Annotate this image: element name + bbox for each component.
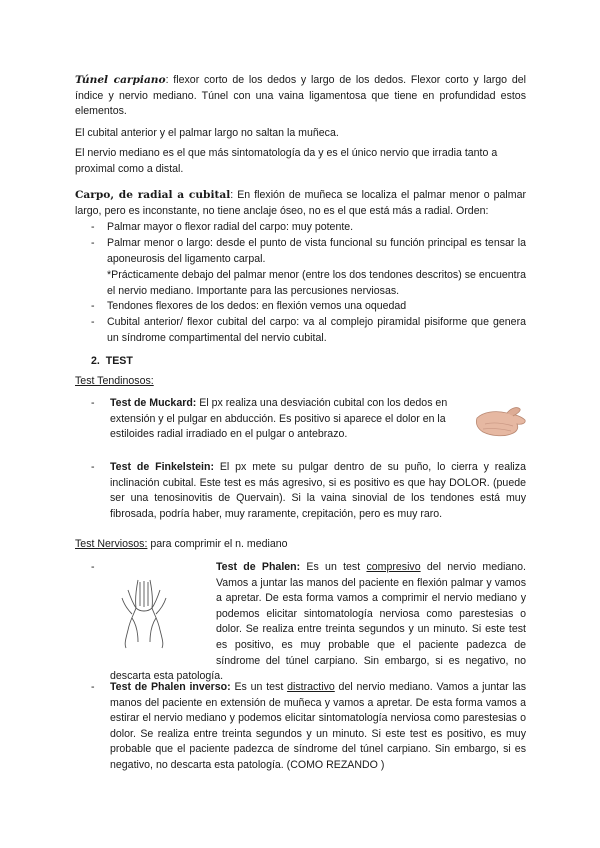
finkelstein-paragraph (110, 460, 526, 522)
list-item-text: Cubital anterior/ flexor cubital del carpo: va al complejo piramidal pisiforme que genera un síndrome compartimental del nervio cubital. (107, 316, 526, 344)
list-item-note-text: *Prácticamente debajo del palmar menor (entre los dos tendones descritos) se encuentra el nervio mediano. Importante para las percusiones nerviosas. (107, 269, 526, 297)
list-item (91, 220, 526, 236)
hand-test-image (473, 400, 527, 444)
bullet-dash: - (91, 461, 95, 473)
muckard-paragraph (110, 396, 468, 443)
finkelstein-text: El px mete su pulgar dentro de su puño, lo cierra y realiza inclinación cubital. Este test es más agresivo, si es positivo es que hay DOLOR. (puede ser una tenosinovitis de Quervain). Si la vaina sinovial de los tendones está muy fibrosada, podría haber, muy raramente, crepitación, pero es muy raro. (110, 461, 526, 520)
section-number: 2. (91, 355, 100, 367)
list-item (91, 315, 526, 347)
list-item-note (91, 268, 526, 299)
muckard-name: Test de Muckard: (110, 397, 197, 409)
phalen-pre: Es un test (300, 561, 367, 573)
tunel-title: Túnel carpiano (75, 74, 166, 86)
nerviosos-heading-line (75, 537, 288, 553)
carpo-title: Carpo, de radial a cubital (75, 189, 231, 201)
carpo-list (91, 220, 526, 347)
phalen-post: del nervio mediano. Vamos a juntar las manos del paciente en flexión palmar y vamos a apretar. De esta forma vamos a comprimir el nervio mediano y podemos elicitar sintomatología nerviosa como parestesias o dolor. Se realiza entre treinta segundos y un minuto. Si este test es positivo, es muy probable que el paciente padezca de síndrome del túnel carpiano. Sin embargo, si es negativo, no descarta esta patología. (110, 561, 526, 683)
cubital-line: El cubital anterior y el palmar largo no saltan la muñeca. (75, 127, 339, 139)
finkelstein-name: Test de Finkelstein: (110, 461, 214, 473)
bullet-dash: - (91, 221, 95, 233)
list-item-text: Palmar menor o largo: desde el punto de vista funcional su función principal es tensar la aponeurosis del ligamento carpal. (107, 237, 526, 265)
phalen-kind: compresivo (366, 561, 421, 573)
section-heading (91, 354, 133, 370)
muckard-text: El px realiza una desviación cubital con los dedos en extensión y el pulgar en abducción. Es positivo si aparece el dolor en la estiloides radial irradiado en el pulgar o antebrazo. (110, 397, 448, 441)
tendinosos-heading: Test Tendinosos: (75, 375, 154, 387)
bullet-dash: - (91, 681, 95, 693)
bullet-dash: - (91, 316, 95, 328)
phalen-hands-image (118, 578, 170, 650)
list-item-text: Tendones flexores de los dedos: en flexión vemos una oquedad (107, 300, 407, 312)
carpo-paragraph (75, 188, 526, 219)
nervio-line: El nervio mediano es el que más sintomatología da y es el único nervio que irradia tanto a proximal como a distal. (75, 147, 498, 175)
phalen-inverso-paragraph (110, 680, 526, 774)
tunel-paragraph (75, 73, 526, 120)
list-item-text: Palmar mayor o flexor radial del carpo: muy potente. (107, 221, 354, 233)
bullet-dash: - (91, 397, 95, 409)
list-item (91, 299, 526, 315)
bullet-dash: - (91, 561, 95, 573)
bullet-dash: - (91, 237, 95, 249)
bullet-dash: - (91, 300, 95, 312)
nerviosos-heading: Test Nerviosos: (75, 538, 148, 550)
phalen-paragraph (110, 560, 526, 685)
carpo-text: : En flexión de muñeca se localiza el palmar menor o palmar largo, pero es inconstante, no tiene anclaje óseo, no es el que está más a radial. Orden: (75, 189, 526, 217)
tunel-text: : flexor corto de los dedos y largo de los dedos. Flexor corto y largo del índice y nervio mediano. Túnel con una vaina ligamentosa que tiene en profundidad estos elementos. (75, 74, 526, 118)
phalen-inverso-pre: Es un test (230, 681, 288, 693)
nerviosos-suffix: para comprimir el n. mediano (147, 538, 288, 550)
phalen-name: Test de Phalen: (216, 561, 301, 573)
list-item (91, 236, 526, 268)
section-title: TEST (105, 355, 133, 367)
phalen-inverso-kind: distractivo (287, 681, 335, 693)
phalen-inverso-name: Test de Phalen inverso: (110, 681, 231, 693)
phalen-inverso-post: del nervio mediano. Vamos a juntar las manos del paciente en extensión de muñeca y vamos a apretar. De esta forma vamos a estirar el nervio mediano y podemos elicitar sintomatología nerviosa como parestesias o dolor. Se realiza entre treinta segundos y un minuto. Si este test es positivo, es muy probable que el paciente padezca de síndrome del túnel carpiano. Sin embargo, si es negativo, no descarta esta patología. (COMO REZANDO ) (110, 681, 526, 771)
